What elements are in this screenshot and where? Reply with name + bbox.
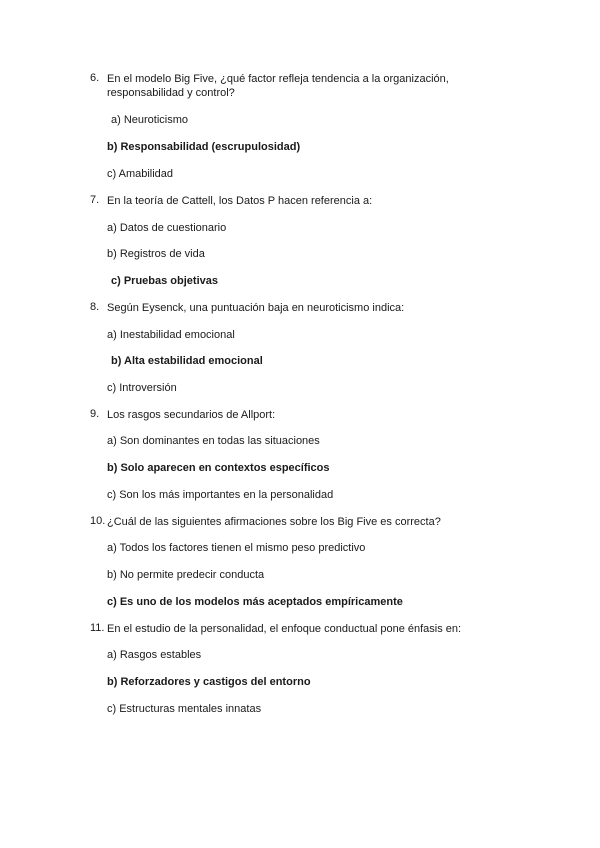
option-8c: c) Introversión — [107, 382, 177, 394]
option-11c: c) Estructuras mentales innatas — [107, 703, 262, 715]
question-number: 8. — [90, 301, 100, 313]
option-10a: a) Todos los factores tienen el mismo peso predictivo — [107, 542, 366, 554]
question-text: En el modelo Big Five, ¿qué factor refleja tendencia a la organización, responsabilidad y control? — [107, 73, 449, 99]
question-text: ¿Cuál de las siguientes afirmaciones sobre los Big Five es correcta? — [107, 516, 441, 528]
option-6a: a) Neuroticismo — [111, 114, 189, 126]
question-text: Los rasgos secundarios de Allport: — [107, 409, 276, 421]
question-number: 9. — [90, 408, 100, 420]
question-number: 6. — [90, 72, 100, 84]
option-11a: a) Rasgos estables — [107, 649, 202, 661]
option-9b-correct: b) Solo aparecen en contextos específicos — [107, 462, 330, 474]
option-8a: a) Inestabilidad emocional — [107, 329, 235, 341]
question-number: 7. — [90, 194, 100, 206]
question-text: Según Eysenck, una puntuación baja en neuroticismo indica: — [107, 302, 405, 314]
question-number: 10. — [90, 515, 106, 527]
option-6c: c) Amabilidad — [107, 168, 174, 180]
option-10c-correct: c) Es uno de los modelos más aceptados empíricamente — [107, 596, 403, 608]
option-6b-correct: b) Responsabilidad (escrupulosidad) — [107, 141, 301, 153]
option-7b: b) Registros de vida — [107, 248, 205, 260]
option-7c-correct: c) Pruebas objetivas — [111, 275, 218, 287]
option-9c: c) Son los más importantes en la personalidad — [107, 489, 334, 501]
option-7a: a) Datos de cuestionario — [107, 222, 227, 234]
option-8b-correct: b) Alta estabilidad emocional — [111, 355, 263, 367]
question-text: En el estudio de la personalidad, el enfoque conductual pone énfasis en: — [107, 623, 462, 635]
option-10b: b) No permite predecir conducta — [107, 569, 265, 581]
option-9a: a) Son dominantes en todas las situaciones — [107, 435, 320, 447]
question-text: En la teoría de Cattell, los Datos P hacen referencia a: — [107, 195, 373, 207]
option-11b-correct: b) Reforzadores y castigos del entorno — [107, 676, 311, 688]
question-number: 11. — [90, 622, 105, 634]
